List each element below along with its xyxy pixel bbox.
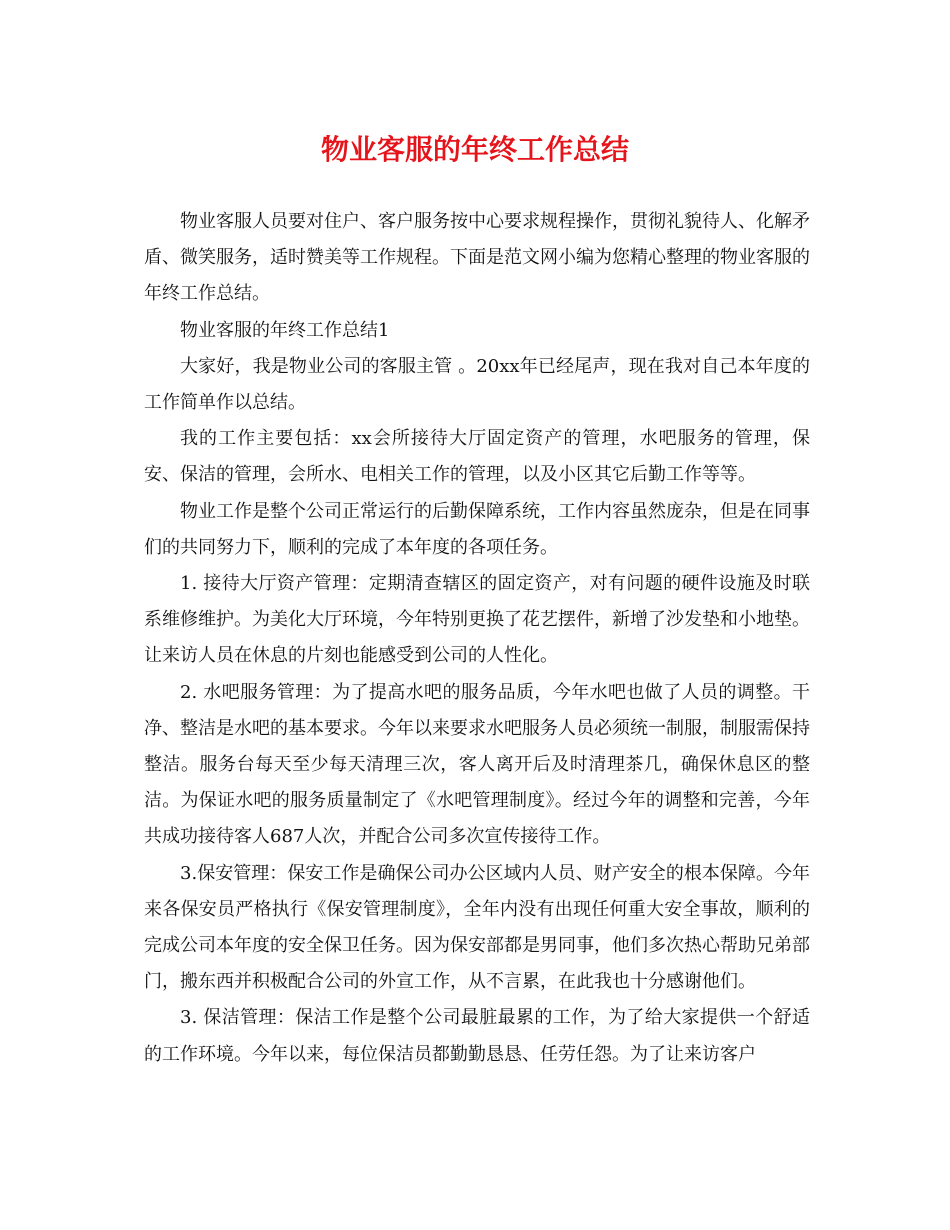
document-title: 物业客服的年终工作总结 (320, 133, 629, 166)
paragraph-item-security: 3.保安管理：保安工作是确保公司办公区域内人员、财产安全的根本保障。今年来各保安员严格执行《保安管理制度》，全年内没有出现任何重大安全事故，顺利的完成公司本年度的安全保卫任务。因为保安部都是男同事，他们多次热心帮助兄弟部门，搬东西并积极配合公司的外宣工作，从不言累，在此我也十分感谢他们。 (144, 862, 810, 993)
paragraph-overview: 物业工作是整个公司正常运行的后勤保障系统，工作内容虽然庞杂，但是在同事们的共同努力下，顺利的完成了本年度的各项任务。 (144, 500, 810, 558)
paragraph-scope: 我的工作主要包括：xx会所接待大厅固定资产的管理，水吧服务的管理，保安、保洁的管理，会所水、电相关工作的管理，以及小区其它后勤工作等等。 (144, 428, 810, 486)
paragraph-item-cleaning: 3. 保洁管理：保洁工作是整个公司最脏最累的工作，为了给大家提供一个舒适的工作环境。今年以来，每位保洁员都勤勤恳恳、任劳任怨。为了让来访客户 (144, 1007, 810, 1065)
paragraph-item-lobby: 1. 接待大厅资产管理：定期清查辖区的固定资产，对有问题的硬件设施及时联系维修维护。为美化大厅环境，今年特别更换了花艺摆件，新增了沙发垫和小地垫。让来访人员在休息的片刻也能感受到公司的人性化。 (144, 573, 810, 667)
paragraph-intro: 物业客服人员要对住户、客户服务按中心要求规程操作，贯彻礼貌待人、化解矛盾、微笑服务，适时赞美等工作规程。下面是范文网小编为您精心整理的物业客服的年终工作总结。 (144, 211, 810, 305)
paragraph-item-water-bar: 2. 水吧服务管理：为了提高水吧的服务品质，今年水吧也做了人员的调整。干净、整洁是水吧的基本要求。今年以来要求水吧服务人员必须统一制服，制服需保持整洁。服务台每天至少每天清理三次，客人离开后及时清理茶几，确保休息区的整洁。为保证水吧的服务质量制定了《水吧管理制度》。经过今年的调整和完善，今年共成功接待客人687人次，并配合公司多次宣传接待工作。 (144, 681, 810, 848)
paragraph-section-heading: 物业客服的年终工作总结1 (180, 319, 390, 341)
paragraph-greeting: 大家好，我是物业公司的客服主管 。20xx年已经尾声，现在我对自己本年度的工作简单作以总结。 (144, 355, 810, 414)
document-body (144, 204, 810, 1073)
